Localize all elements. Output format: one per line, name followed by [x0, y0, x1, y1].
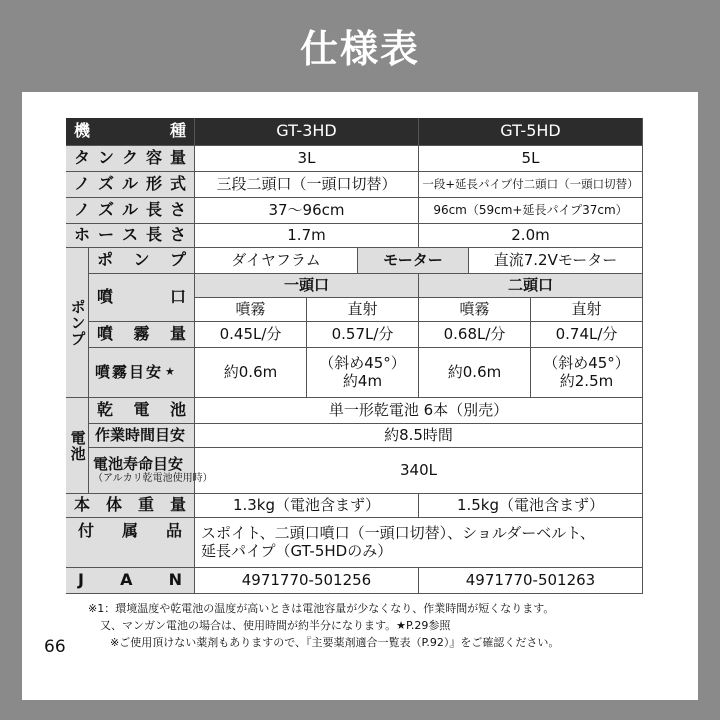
spray-range-label	[89, 348, 195, 398]
nozzle-len-label-char: 長	[145, 200, 162, 220]
jan-label-char: J	[78, 570, 84, 590]
nozzle-type-label-char: 式	[169, 174, 186, 194]
tank-label	[66, 146, 195, 172]
nozzle-len-label-char: ズ	[97, 200, 114, 220]
spray-range-a-mist: 約0.6m	[195, 348, 307, 398]
jan-label	[66, 568, 195, 594]
spray-amount-b-direct: 0.74L/分	[531, 322, 643, 348]
head-b: 二頭口	[419, 274, 643, 298]
model-label	[66, 118, 195, 146]
accessories-label-char: 品	[165, 521, 182, 540]
accessories-line: スポイト、二頭口噴口（一頭口切替）、ショルダーベルト、	[201, 524, 595, 543]
nozzle-type-a: 三段二頭口（一頭口切替）	[195, 172, 419, 198]
nozzle-type-label-char: ノ	[74, 174, 91, 194]
battery-life-value: 340L	[195, 448, 643, 494]
spray-amount-label-char: 量	[169, 324, 186, 344]
model-label-right: 種	[169, 121, 186, 141]
tank-a: 3L	[195, 146, 419, 172]
nozzle-len-label-char: さ	[169, 200, 186, 220]
b-mist-header: 噴霧	[419, 298, 531, 322]
nozzle-type-label-char: ズ	[97, 174, 114, 194]
accessories-label	[66, 518, 195, 568]
weight-label-char: 本	[74, 495, 91, 515]
battery-label-char: 乾	[97, 400, 114, 420]
pump-label-char: プ	[169, 250, 186, 270]
spray-amount-b-mist: 0.68L/分	[419, 322, 531, 348]
nozzle-type-label-char: ル	[121, 174, 138, 194]
weight-b: 1.5kg（電池含まず）	[419, 494, 643, 518]
weight-label-char: 重	[137, 495, 154, 515]
nozzle-len-b: 96cm（59cm+延長パイプ37cm）	[419, 198, 643, 224]
hose-len-label	[66, 224, 195, 248]
spray-range-b-direct	[531, 348, 643, 398]
model-a-header: GT-3HD	[195, 118, 419, 146]
nozzle-label-right: 口	[169, 287, 186, 307]
battery-life-label	[89, 448, 213, 494]
battery-label-char: 電	[133, 400, 150, 420]
hose-len-label-char: さ	[169, 225, 186, 245]
a-direct-header: 直射	[307, 298, 419, 322]
nozzle-len-label	[66, 198, 195, 224]
accessories-label-char: 属	[121, 521, 138, 540]
nozzle-len-a: 37〜96cm	[195, 198, 419, 224]
nozzle-type-label	[66, 172, 195, 198]
tank-label-char: ン	[97, 148, 114, 168]
weight-a: 1.3kg（電池含まず）	[195, 494, 419, 518]
tank-label-char: タ	[74, 148, 91, 168]
jan-b: 4971770-501263	[419, 568, 643, 594]
nozzle-len-label-char: ノ	[74, 200, 91, 220]
a-mist-header: 噴霧	[195, 298, 307, 322]
footnote-3: ※ご使用頂けない薬剤もありますので、『主要薬剤適合一覧表（P.92）』をご確認ください。	[110, 636, 560, 649]
weight-label-char: 体	[105, 495, 122, 515]
tank-label-char: 量	[169, 148, 186, 168]
spray-amount-a-direct: 0.57L/分	[307, 322, 419, 348]
hose-len-label-char: ス	[121, 225, 138, 245]
head-a: 一頭口	[195, 274, 419, 298]
battery-life-label-note: （アルカリ乾電池使用時）	[93, 473, 213, 485]
work-time-value: 約8.5時間	[195, 424, 643, 448]
battery-label	[89, 398, 195, 424]
jan-label-char: A	[120, 570, 133, 590]
star-mark: ★	[165, 365, 175, 379]
spray-range-label-text: 噴霧目安	[95, 362, 164, 381]
accessories-line: 延長パイプ（GT-5HDのみ）	[201, 541, 393, 560]
pump-b: 直流7.2Vモーター	[469, 248, 643, 274]
hose-len-label-char: ホ	[74, 225, 91, 245]
pump-label-char: ン	[133, 250, 150, 270]
accessories-label-char: 付	[78, 521, 95, 540]
pump-group-label: ポンプ	[66, 248, 89, 398]
tank-label-char: ク	[121, 148, 138, 168]
header-bar	[0, 0, 720, 90]
pump-label	[89, 248, 195, 274]
tank-b: 5L	[419, 146, 643, 172]
nozzle-type-label-char: 形	[145, 174, 162, 194]
accessories-value	[195, 518, 643, 568]
pump-a: ダイヤフラム	[195, 248, 358, 274]
jan-a: 4971770-501256	[195, 568, 419, 594]
hose-len-a: 1.7m	[195, 224, 419, 248]
spray-range-angle: （斜め45°）	[543, 354, 630, 373]
battery-label-char: 池	[169, 400, 186, 420]
spray-range-b-mist: 約0.6m	[419, 348, 531, 398]
hose-len-b: 2.0m	[419, 224, 643, 248]
hose-len-label-char: ー	[97, 225, 114, 245]
b-direct-header: 直射	[531, 298, 643, 322]
footnote-2: 又、マンガン電池の場合は、使用時間が約半分になります。★P.29参照	[100, 619, 451, 632]
nozzle-len-label-char: ル	[121, 200, 138, 220]
page-title: 仕様表	[299, 26, 420, 71]
spray-range-a-direct	[307, 348, 419, 398]
battery-group-label: 電池	[66, 398, 89, 494]
spray-amount-label-char: 霧	[133, 324, 150, 344]
weight-label-char: 量	[169, 495, 186, 515]
model-b-header: GT-5HD	[419, 118, 643, 146]
work-time-label: 作業時間目安	[89, 424, 195, 448]
spray-amount-label-char: 噴	[97, 324, 114, 344]
pump-label-char: ポ	[97, 250, 114, 270]
spray-range-angle: （斜め45°）	[319, 354, 406, 373]
spray-range-distance: 約4m	[342, 371, 383, 390]
footnote-1: ※1：環境温度や乾電池の温度が高いときは電池容量が少なくなり、作業時間が短くなります。	[88, 602, 555, 615]
spray-range-distance: 約2.5m	[559, 371, 614, 390]
spray-amount-label	[89, 322, 195, 348]
motor-label: モーター	[358, 248, 469, 274]
tank-label-char: 容	[145, 148, 162, 168]
spray-amount-a-mist: 0.45L/分	[195, 322, 307, 348]
battery-value: 単一形乾電池 6本（別売）	[195, 398, 643, 424]
nozzle-label-left: 噴	[97, 287, 114, 307]
hose-len-label-char: 長	[145, 225, 162, 245]
weight-label	[66, 494, 195, 518]
battery-life-label-main: 電池寿命目安	[93, 455, 184, 474]
jan-label-char: N	[168, 570, 182, 590]
model-label-left: 機	[74, 121, 91, 141]
nozzle-label	[89, 274, 195, 322]
page-number: 66	[44, 637, 66, 657]
nozzle-type-b: 一段+延長パイプ付二頭口（一頭口切替）	[419, 172, 643, 198]
